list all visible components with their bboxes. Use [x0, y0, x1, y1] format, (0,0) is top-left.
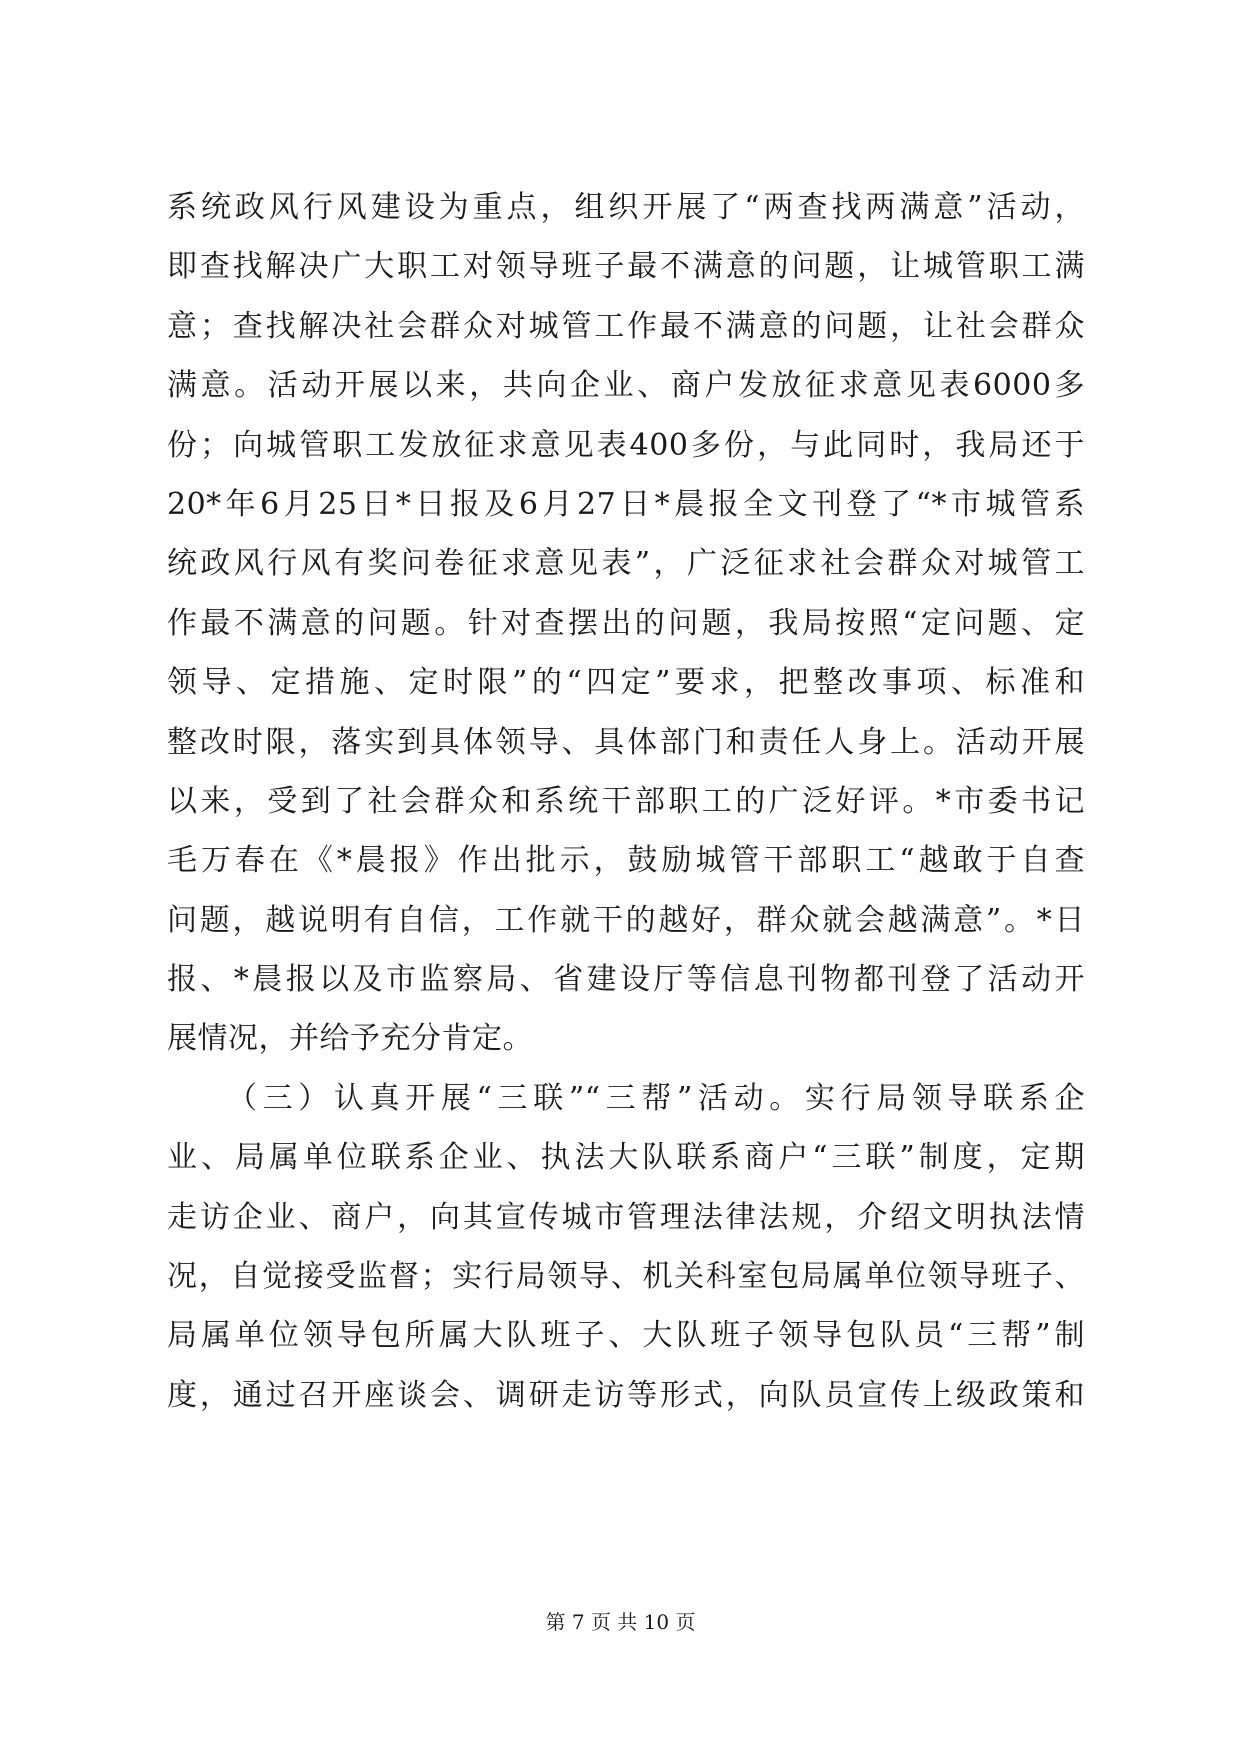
paragraph-1	[167, 178, 1085, 1069]
body-text	[167, 178, 1085, 1425]
text-line: 20*年6月25日*日报及6月27日*晨报全文刊登了“*市城管系	[167, 486, 1085, 522]
text-line: 况，自觉接受监督；实行局领导、机关科室包局属单位领导班子、	[167, 1259, 1085, 1295]
page-footer: 第 7 页 共 10 页	[545, 1610, 696, 1634]
text-line: 领导、定措施、定时限”的“四定”要求，把整改事项、标准和	[167, 665, 1085, 701]
text-line: 毛万春在《*晨报》作出批示，鼓励城管干部职工“越敢于自查	[167, 843, 1085, 879]
text-line: 整改时限，落实到具体领导、具体部门和责任人身上。活动开展	[167, 724, 1085, 760]
text-line: （三）认真开展“三联”“三帮”活动。实行局领导联系企	[227, 1080, 1085, 1116]
text-line: 走访企业、商户，向其宣传城市管理法律法规，介绍文明执法情	[167, 1199, 1085, 1235]
text-line: 意；查找解决社会群众对城管工作最不满意的问题，让社会群众	[167, 308, 1085, 344]
text-line: 统政风行风有奖问卷征求意见表”，广泛征求社会群众对城管工	[167, 546, 1085, 582]
text-line: 以来，受到了社会群众和系统干部职工的广泛好评。*市委书记	[167, 783, 1085, 819]
text-line: 份；向城管职工发放征求意见表400多份，与此同时，我局还于	[167, 427, 1085, 463]
text-line: 满意。活动开展以来，共向企业、商户发放征求意见表6000多	[167, 368, 1085, 404]
text-line: 报、*晨报以及市监察局、省建设厅等信息刊物都刊登了活动开	[167, 962, 1085, 998]
text-line: 即查找解决广大职工对领导班子最不满意的问题，让城管职工满	[167, 249, 1085, 285]
text-line: 系统政风行风建设为重点，组织开展了“两查找两满意”活动，	[167, 190, 1085, 225]
text-line: 业、局属单位联系企业、执法大队联系商户“三联”制度，定期	[167, 1140, 1085, 1176]
text-line: 问题，越说明有自信，工作就干的越好，群众就会越满意”。*日	[167, 902, 1085, 938]
paragraph-2	[167, 1069, 1085, 1425]
text-line: 展情况，并给予充分肯定。	[167, 1021, 533, 1057]
text-line: 作最不满意的问题。针对查摆出的问题，我局按照“定问题、定	[167, 605, 1085, 641]
text-line: 度，通过召开座谈会、调研走访等形式，向队员宣传上级政策和	[167, 1377, 1085, 1413]
text-line: 局属单位领导包所属大队班子、大队班子领导包队员“三帮”制	[167, 1318, 1085, 1354]
